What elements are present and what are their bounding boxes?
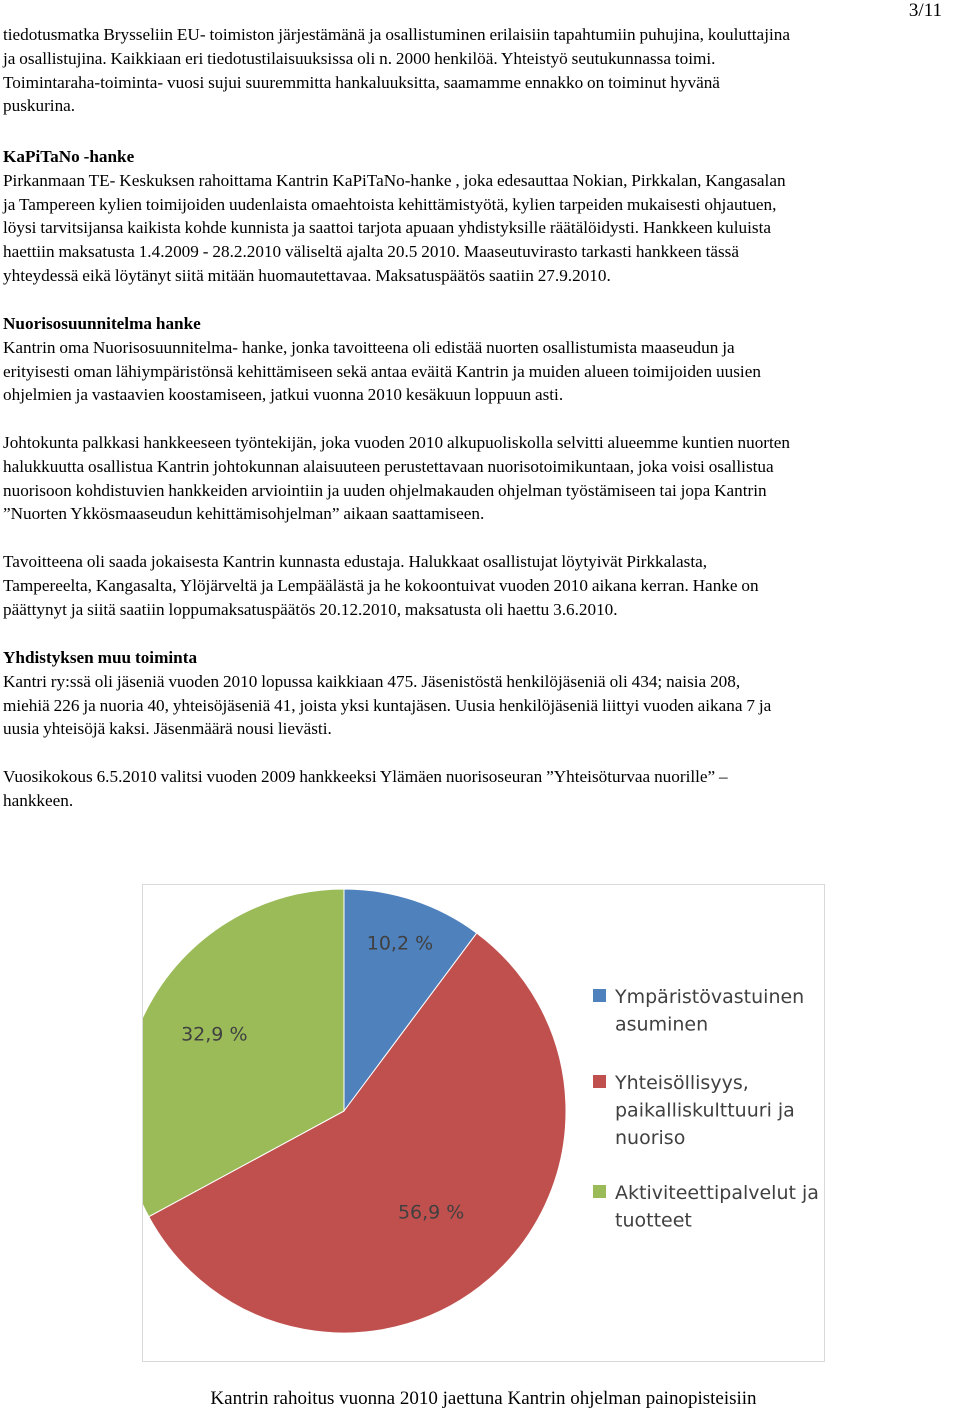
- legend-swatch: [593, 989, 606, 1002]
- text-line: Pirkanmaan TE- Keskuksen rahoittama Kantrin KaPiTaNo-hanke , joka edesauttaa Nokian, Pirkkalan, Kangasalan: [3, 170, 786, 190]
- text-line: ohjelmien ja vastaavien koostamiseen, jatkui vuonna 2010 kesäkuun loppuun asti.: [3, 385, 564, 405]
- legend-swatch: [593, 1185, 606, 1198]
- text-line: nuorisoon kohdistuvien hankkeiden arviointiin ja uuden ohjelmakauden ohjelman työstämiseen tai jopa Kantrin: [3, 480, 767, 500]
- text-line: hankkeen.: [3, 790, 74, 810]
- text-line: Toimintaraha-toiminta- vuosi sujui suuremmitta hankaluuksitta, saamamme ennakko on toiminut hyvänä: [3, 72, 720, 92]
- legend-label: Ympäristövastuinen: [615, 986, 805, 1008]
- section-heading: Nuorisosuunnitelma hanke: [3, 314, 201, 333]
- legend-label: Aktiviteettipalvelut ja: [615, 1182, 819, 1204]
- tavoitteena-paragraph: [3, 550, 960, 621]
- slice-value-label: 56,9 %: [397, 1201, 465, 1224]
- text-line: yhteydessä eikä löytänyt siitä mitään huomautettavaa. Maksatuspäätös saatiin 27.9.2010.: [3, 265, 611, 285]
- chart-caption: Kantrin rahoitus vuonna 2010 jaettuna Kantrin ohjelman painopisteisiin: [210, 1388, 757, 1409]
- legend-label: Yhteisöllisyys,: [615, 1072, 749, 1094]
- text-line: ja osallistujina. Kaikkiaan eri tiedotustilaisuuksissa oli n. 2000 henkilöä. Yhteistyö seutukunnassa toimi.: [3, 48, 716, 68]
- johtokunta-paragraph: [3, 431, 960, 526]
- legend-label: asuminen: [615, 1013, 709, 1036]
- text-line: ja Tampereen kylien toimijoiden uudenlaista omaehtoista kehittämistyötä, kylien tarpeiden mukaisesti ohjautuen,: [3, 194, 777, 214]
- legend-swatch: [593, 1075, 606, 1088]
- section-heading: Yhdistyksen muu toiminta: [3, 648, 198, 667]
- text-line: uusia yhteisöjä kaksi. Jäsenmäärä nousi lievästi.: [3, 719, 332, 739]
- yhdistys-section: [3, 646, 960, 741]
- text-line: Kantrin oma Nuorisosuunnitelma- hanke, jonka tavoitteena oli edistää nuorten osallistumista maaseudun ja: [3, 337, 735, 357]
- legend-label: paikalliskulttuuri ja: [615, 1099, 795, 1122]
- slice-value-label: 32,9 %: [181, 1023, 248, 1046]
- page-number: 3/11: [908, 0, 942, 21]
- text-line: haettiin maksatusta 1.4.2009 - 28.2.2010 väliseltä ajalta 20.5 2010. Maaseutuvirasto tarkasti hankkeen tässä: [3, 242, 739, 262]
- intro-paragraph: [3, 23, 960, 118]
- section-heading: KaPiTaNo -hanke: [3, 147, 135, 166]
- text-line: ”Nuorten Ykkösmaaseudun kehittämisohjelman” aikaan saattamiseen.: [3, 504, 485, 524]
- text-line: löysi tarvitsijansa kaikista kohde kunnista ja saattoi tarjota apuaan yhdistyksille räätälöidysti. Hankkeen kuluista: [3, 218, 771, 238]
- text-line: päättynyt ja siitä saatiin loppumaksatuspäätös 20.12.2010, maksatusta oli haettu 3.6.2010.: [3, 599, 618, 619]
- slice-value-label: 10,2 %: [366, 932, 434, 955]
- kapitano-section: [3, 145, 960, 288]
- pie-chart-frame: [142, 884, 825, 1362]
- text-line: Kantri ry:ssä oli jäseniä vuoden 2010 lopussa kaikkiaan 475. Jäsenistöstä henkilöjäseniä oli 434; naisia 208,: [3, 671, 741, 691]
- text-line: halukkuutta osallistua Kantrin johtokunnan alaisuuteen perustettavaan nuorisotoimikuntaan, joka voisi osallistua: [3, 456, 774, 476]
- legend-label: nuoriso: [615, 1127, 686, 1149]
- text-line: miehiä 226 ja nuoria 40, yhteisöjäseniä 41, joista yksi kuntajäsen. Uusia henkilöjäseniä liittyi vuoden aikana 7 ja: [3, 695, 772, 715]
- text-line: tiedotusmatka Brysseliin EU- toimiston järjestämänä ja osallistuminen erilaisiin tapahtumiin puhujina, kouluttajina: [3, 25, 790, 44]
- text-line: Johtokunta palkkasi hankkeeseen työntekijän, joka vuoden 2010 alkupuoliskolla selvitti alueemme kuntien nuorten: [3, 433, 791, 452]
- text-line: puskurina.: [3, 96, 76, 116]
- text-line: erityisesti oman lähiympäristönsä kehittämiseen sekä antaa eväitä Kantrin ja muiden alueen toimijoiden uusien: [3, 361, 761, 381]
- vuosikokous-paragraph: [3, 765, 960, 813]
- legend-label: tuotteet: [615, 1209, 692, 1232]
- nuoriso-section: [3, 312, 960, 407]
- text-line: Tampereelta, Kangasalta, Ylöjärveltä ja Lempäälästä ja he kokoontuivat vuoden 2010 aikana kerran. Hanke on: [3, 575, 759, 595]
- pie-chart: [143, 885, 826, 1363]
- text-line: Tavoitteena oli saada jokaisesta Kantrin kunnasta edustaja. Halukkaat osallistujat löytyivät Pirkkalasta,: [3, 552, 708, 571]
- text-line: Vuosikokous 6.5.2010 valitsi vuoden 2009 hankkeeksi Ylämäen nuorisoseuran ”Yhteisöturvaa nuorille” –: [3, 767, 728, 786]
